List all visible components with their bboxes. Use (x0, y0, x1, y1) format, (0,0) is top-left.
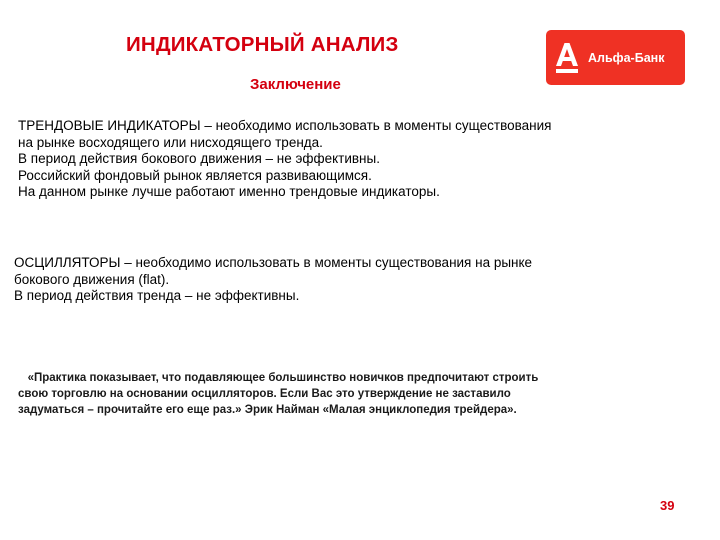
quote-line-1: «Практика показывает, что подавляющее большинство новичков предпочитают строить (18, 372, 539, 384)
quote-line-2: свою торговлю на основании осцилляторов. Если Вас это утверждение не заставило (18, 388, 511, 400)
trend-line-4: Российский фондовый рынок является развивающимся. (18, 167, 372, 183)
trend-line-2: на рынке восходящего или нисходящего тренда. (18, 134, 323, 150)
page-subtitle: Заключение (250, 76, 341, 93)
oscillators-paragraph (14, 255, 532, 305)
osc-line-1: ОСЦИЛЛЯТОРЫ – необходимо использовать в моменты существования на рынке (14, 255, 533, 270)
naiman-quote (18, 370, 538, 418)
trend-lead: ТРЕНДОВЫЕ ИНДИКАТОРЫ (18, 118, 201, 133)
trend-line-3: В период действия бокового движения – не эффективны. (18, 151, 380, 166)
page-number: 39 (660, 498, 675, 513)
trend-line-5: На данном рынке лучше работают именно трендовые индикаторы. (18, 184, 440, 199)
quote-line-3: задуматься – прочитайте его еще раз.» Эрик Найман «Малая энциклопедия трейдера». (18, 404, 517, 416)
logo-text: Альфа-Банк (588, 50, 665, 65)
trend-line-1: ТРЕНДОВЫЕ ИНДИКАТОРЫ – необходимо использовать в моменты существования (18, 118, 552, 133)
page-title: ИНДИКАТОРНЫЙ АНАЛИЗ (126, 33, 399, 56)
osc-line-2: бокового движения (flat). (14, 271, 170, 287)
osc-lead: ОСЦИЛЛЯТОРЫ (14, 255, 121, 270)
trend-indicators-paragraph (18, 118, 551, 201)
alfa-logo-icon (546, 30, 584, 85)
alfa-bank-logo (546, 30, 685, 85)
osc-line-3: В период действия тренда – не эффективны. (14, 288, 300, 303)
